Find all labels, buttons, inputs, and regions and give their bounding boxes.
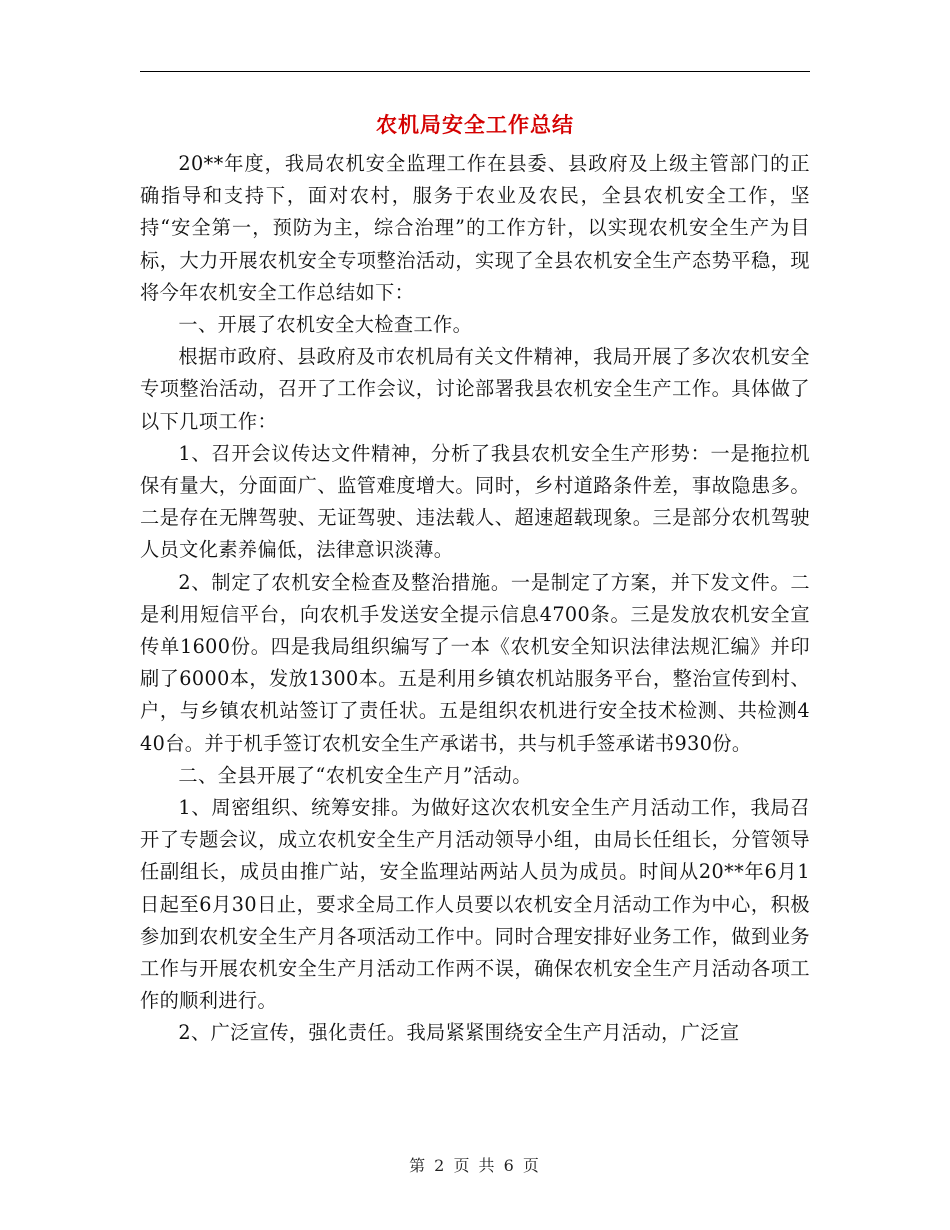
body-paragraph: 根据市政府、县政府及市农机局有关文件精神，我局开展了多次农机安全专项整治活动，召开了工作会议，讨论部署我县农机安全生产工作。具体做了以下几项工作： xyxy=(140,345,810,433)
body-paragraph: 1、召开会议传达文件精神，分析了我县农机安全生产形势：一是拖拉机保有量大，分面面广、监管难度增大。同时，乡村道路条件差，事故隐患多。二是存在无牌驾驶、无证驾驶、违法载人、超速超载现象。三是部分农机驾驶人员文化素养偏低，法律意识淡薄。 xyxy=(140,441,810,562)
section-heading-1: 一、开展了农机安全大检查工作。 xyxy=(178,313,473,337)
document-title: 农机局安全工作总结 xyxy=(376,112,574,137)
body-paragraph: 1、周密组织、统筹安排。为做好这次农机安全生产月活动工作，我局召开了专题会议，成立农机安全生产月活动领导小组，由局长任组长，分管领导任副组长，成员由推广站，安全监理站两站人员为成员。时间从20**年6月1日起至6月30日止，要求全局工作人员要以农机安全月活动工作为中心，积极参加到农机安全生产月各项活动工作中。同时合理安排好业务工作，做到业务工作与开展农机安全生产月活动工作两不误，确保农机安全生产月活动各项工作的顺利进行。 xyxy=(140,796,810,1013)
section-heading-2: 二、全县开展了“农机安全生产月”活动。 xyxy=(178,763,532,787)
header-rule xyxy=(140,71,810,72)
body-paragraph: 2、广泛宣传，强化责任。我局紧紧围绕安全生产月活动，广泛宣 xyxy=(178,1021,740,1045)
document-body xyxy=(140,148,810,1050)
intro-paragraph: 20**年度，我局农机安全监理工作在县委、县政府及上级主管部门的正确指导和支持下，面对农村，服务于农业及农民，全县农机安全工作，坚持“安全第一，预防为主，综合治理”的工作方针，以实现农机安全生产为目标，大力开展农机安全专项整治活动，实现了全县农机安全生产态势平稳，现将今年农机安全工作总结如下： xyxy=(140,152,810,304)
page-number: 第 2 页 共 6 页 xyxy=(409,1156,541,1175)
body-paragraph: 2、制定了农机安全检查及整治措施。一是制定了方案，并下发文件。二是利用短信平台，向农机手发送安全提示信息4700条。三是发放农机安全宣传单1600份。四是我局组织编写了一本《农机安全知识法律法规汇编》并印刷了6000本，发放1300本。五是利用乡镇农机站服务平台，整治宣传到村、户，与乡镇农机站签订了责任状。五是组织农机进行安全技术检测、共检测440台。并于机手签订农机安全生产承诺书，共与机手签承诺书930份。 xyxy=(140,570,810,755)
